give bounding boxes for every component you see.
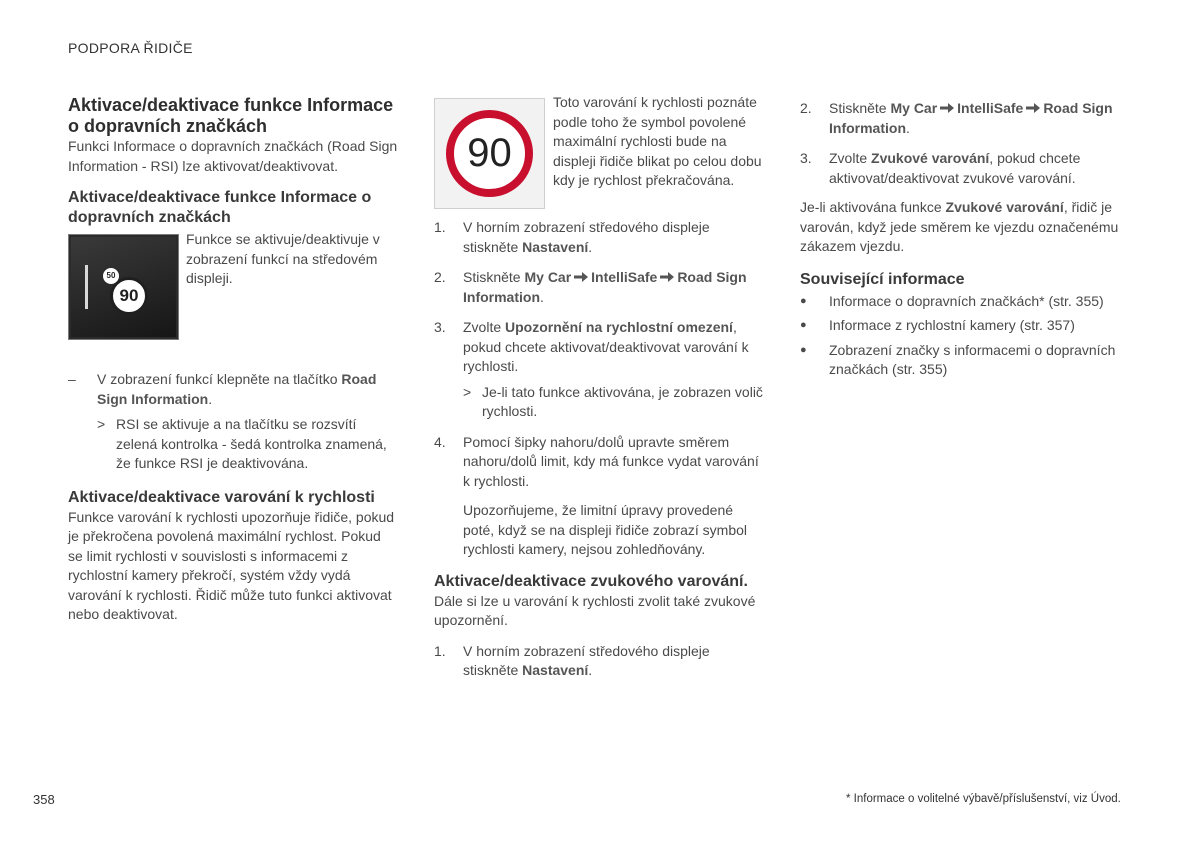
subheading-sound-warning: Aktivace/deaktivace zvukového varování. [434,572,748,590]
result-item [97,415,398,474]
arrow-right-icon [660,271,674,283]
figure-row [68,230,398,340]
step-2-right: 2. Stiskněte My Car IntelliSafe Road Sign Information. [800,100,1113,136]
step-1: 1. V horním zobrazení středového displeje stiskněte Nastavení. [434,219,710,255]
step-3-right: 3. Zvolte Zvukové varování, pokud chcete aktivovat/deaktivovat zvukové varování. [800,150,1081,186]
column-left [68,95,398,625]
subheading-activation: Aktivace/deaktivace funkce Informace o dopravních značkách [68,189,372,226]
step-3: 3. Zvolte Upozornění na rychlostní omezení, pokud chcete aktivovat/deaktivovat varování k rychlosti. [434,319,749,374]
step-dash: – V zobrazení funkcí klepněte na tlačítko Road Sign Information. [68,370,398,409]
related-link[interactable]: ● Informace o dopravních značkách* (str. 355) [800,292,1135,312]
sign-figure [434,95,768,209]
road-sign-information-button-label: Road Sign Information [97,371,377,407]
section-title: Aktivace/deaktivace funkce Informace o dopravních značkách [68,95,394,136]
rsi-button-image [68,234,179,340]
step-3-result: > Je-li tato funkce aktivována, je zobrazen volič rychlosti. [463,383,763,419]
page-number: 358 [33,792,55,807]
subheading-speed-warning: Aktivace/deaktivace varování k rychlosti [68,488,375,506]
arrow-right-icon [940,102,954,114]
speed-sign-icon: 90 [110,277,148,315]
figure-caption: Funkce se aktivuje/deaktivuje v zobrazení funkcí na středovém displeji. [186,231,380,286]
sign-caption: Toto varování k rychlosti poznáte podle toho že symbol povolené maximální rychlosti bude na displeji řidiče blikat po celou dobu kdy je rychlost překračována. [553,94,762,188]
intro-text: Funkci Informace o dopravních značkách (Road Sign Information - RSI) lze aktivovat/deaktivovat. [68,138,398,174]
sound-warning-info: Je-li aktivována funkce Zvukové varování, řidič je varován, když jede směrem ke vjezdu označenému zákazem vjezdu. [800,199,1119,254]
bullet-icon: ● [800,343,807,356]
step-4-note: Upozorňujeme, že limitní úpravy provedené poté, když se na displeji řidiče zobrazí symbol rychlosti kamery, nejsou zohledňovány. [463,502,748,557]
step-5: 1. V horním zobrazení středového displeje stiskněte Nastavení. [434,642,710,678]
sound-warning-text: Dále si lze u varování k rychlosti zvolit také zvukové upozornění. [434,592,756,628]
arrow-right-icon [574,271,588,283]
status-indicator [85,265,88,309]
arrow-right-icon [1026,102,1040,114]
result-marker: > [97,416,106,432]
footnote: * Informace o volitelné výbavě/příslušenství, viz Úvod. [846,793,1121,805]
column-middle [434,95,768,681]
small-speed-sign-icon: 50 [103,268,119,284]
step-text: V zobrazení funkcí klepněte na tlačítko [97,371,342,387]
speed-warning-text: Funkce varování k rychlosti upozorňuje řidiče, pokud je překročena povolená maximální rychlost. Pokud se limit rychlosti v souvislosti s informacemi z rychlostní kamery překročí, systém vždy vydá varování k rychlosti. Řidič může tuto funkci aktivovat nebo deaktivovat. [68,508,395,622]
related-info-heading: Související informace [800,270,965,288]
speed-limit-sign-image [434,98,545,209]
related-link[interactable]: ● Informace z rychlostní kamery (str. 357) [800,316,1135,336]
bullet-icon: ● [800,319,807,331]
step-2: 2. Stiskněte My Car IntelliSafe Road Sign Information. [434,269,747,305]
column-right [800,99,1135,380]
speed-limit-90-icon: 90 [446,110,533,197]
page-header: PODPORA ŘIDIČE [68,40,193,56]
step-4: 4. Pomocí šipky nahoru/dolů upravte směrem nahoru/dolů limit, kdy má funkce vydat varování k rychlosti. [434,433,759,489]
bullet-icon: ● [800,294,807,307]
related-link[interactable]: ● Zobrazení značky s informacemi o dopravních značkách (str. 355) [800,341,1135,380]
result-text: RSI se aktivuje a na tlačítku se rozsvítí zelená kontrolka - šedá kontrolka znamená, že funkce RSI je deaktivována. [116,416,387,471]
settings-label: Nastavení [522,238,589,255]
dash-marker: – [68,371,76,387]
